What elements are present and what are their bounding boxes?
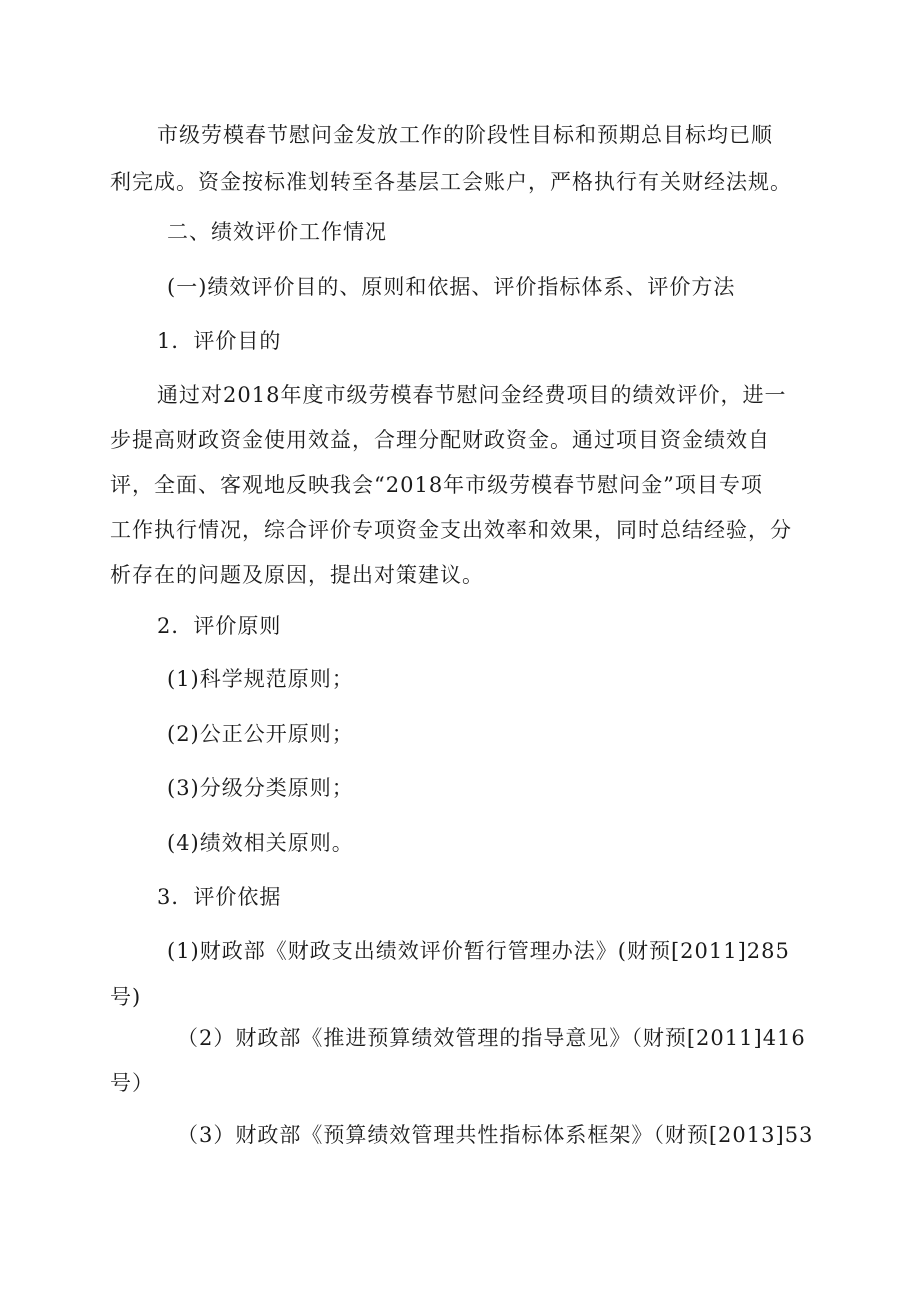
list-item: (1)财政部《财政支出绩效评价暂行管理办法》(财预[2011]285 [167, 939, 790, 963]
paragraph-line: 步提高财政资金使用效益，合理分配财政资金。通过项目资金绩效自 [110, 428, 770, 452]
paragraph-line: 评，全面、客观地反映我会“2018年市级劳模春节慰问金”项目专项 [110, 473, 763, 497]
list-item-continuation: 号) [110, 985, 142, 1009]
list-item: (2)公正公开原则； [167, 722, 354, 746]
list-item: (1)科学规范原则； [167, 667, 354, 691]
paragraph-line: 利完成。资金按标准划转至各基层工会账户，严格执行有关财经法规。 [110, 170, 792, 194]
paragraph-line: 工作执行情况，综合评价专项资金支出效率和效果，同时总结经验，分 [110, 518, 792, 542]
section-heading: 二、绩效评价工作情况 [167, 220, 387, 244]
list-item-continuation: 号） [110, 1071, 154, 1095]
paragraph-line: 析存在的问题及原因，提出对策建议。 [110, 563, 484, 587]
list-item: （3）财政部《预算绩效管理共性指标体系框架》（财预[2013]53 [177, 1123, 814, 1147]
list-item: (4)绩效相关原则。 [167, 831, 354, 855]
paragraph-line: 市级劳模春节慰问金发放工作的阶段性目标和预期总目标均已顺 [157, 123, 773, 147]
item-heading-principles: 2．评价原则 [157, 614, 282, 638]
list-item: (3)分级分类原则； [167, 776, 354, 800]
list-item: （2）财政部《推进预算绩效管理的指导意见》（财预[2011]416 [177, 1026, 806, 1050]
paragraph-line: 通过对2018年度市级劳模春节慰问金经费项目的绩效评价，进一 [157, 383, 787, 407]
item-heading-purpose: 1．评价目的 [157, 329, 282, 353]
item-heading-basis: 3．评价依据 [157, 885, 282, 909]
subsection-heading: (一)绩效评价目的、原则和依据、评价指标体系、评价方法 [167, 275, 736, 299]
